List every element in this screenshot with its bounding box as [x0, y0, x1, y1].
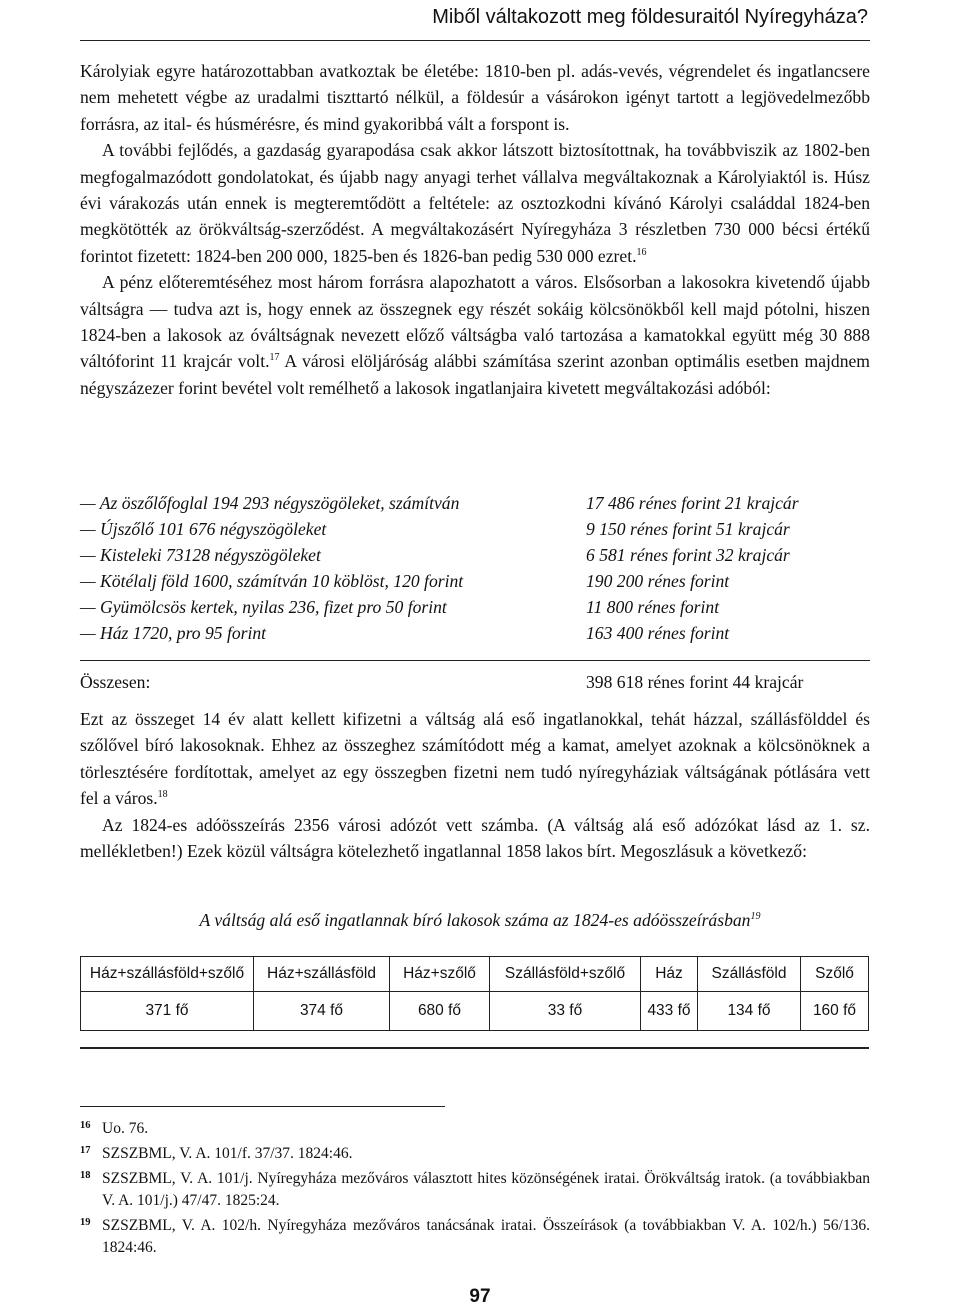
ledger-item: — Ház 1720, pro 95 forint: [80, 623, 267, 643]
ledger-row: [80, 594, 870, 620]
ledger-row: [80, 542, 870, 568]
paragraph-2: [80, 137, 870, 269]
footnote-ref-16[interactable]: 16: [636, 246, 647, 258]
body-text-continued: [80, 706, 870, 864]
table-cell: 33 fő: [490, 992, 641, 1031]
table-caption-text: A váltság alá eső ingatlannak bíró lakosok száma az 1824-es adóösszeírásban: [199, 910, 751, 930]
ledger-item: — Az öszőlőfoglal 194 293 négyszögöleket, számítván: [80, 493, 460, 513]
table-bottom-rule: [80, 1047, 869, 1049]
header-rule: [80, 40, 870, 41]
ledger-row: [80, 568, 870, 594]
paragraph-3-text-b: A városi elöljáróság alábbi számítása szerint azonban optimális esetben majdnem négyszázezer forint bevétel volt remélhető a lakosok ingatlanjaira kivetett megváltakozási adóból:: [80, 351, 870, 398]
ledger-total-row: [80, 669, 870, 695]
table-cell: 160 fő: [801, 992, 869, 1031]
footnote-ref-19[interactable]: 19: [750, 911, 761, 923]
ledger-total-label: Összesen:: [80, 672, 151, 692]
ledger-item: — Kötélalj föld 1600, számítván 10 köblöst, 120 forint: [80, 571, 464, 591]
ledger-amount: 9 150 rénes forint 51 krajcár: [586, 519, 790, 539]
table-header-cell: Szállásföld: [698, 957, 801, 992]
paragraph-1: Károlyiak egyre határozottabban avatkoztak be életébe: 1810-ben pl. adás-vevés, végrendelet és ingatlancsere nem mehetett végbe az uradalmi tiszttartó nélkül, a földesúr a vásárokon igényt tartott a legjövedelmezőbb forrásra, az ital- és húsmérésre, és mind gyakoribbá vált a forspont is.: [80, 61, 870, 134]
footnote-number: 19: [80, 1217, 91, 1228]
table-header-cell: Ház: [641, 957, 698, 992]
footnote: [80, 1215, 870, 1259]
paragraph-3-text-a: A pénz előteremtéséhez most három forrásra alapozhatott a város. Elsősorban a lakosokra kivetendő újabb váltságra — tudva azt is, hogy ennek az összegnek egy részét sokáig kölcsönökből kell majd pótolni, hiszen 1824-ben a lakosok az óváltságnak nevezett előző váltságba való tartozása a kamatokkal együtt még 30 888 váltóforint 11 krajcár volt.: [80, 272, 870, 372]
paragraph-2-text: A további fejlődés, a gazdaság gyarapodása csak akkor látszott biztosítottnak, ha továbbviszik az 1802-ben megfogalmazódott gondolatokat, és újabb nagy anyagi terhet vállalva megváltakoznak a Károlyiaktól is. Húsz évi várakozás után ennek is megteremtődött a feltétele: az osztozkodni kívánó Károlyi családdal 1824-ben megkötötték az örökváltság-szerződést. A megváltakozásért Nyíregyháza 3 részletben 730 000 bécsi értékű forintot fizetett: 1824-ben 200 000, 1825-ben és 1826-ban pedig 530 000 ezret.: [80, 140, 870, 266]
table-caption: [0, 910, 960, 931]
ledger-item: — Gyümölcsös kertek, nyilas 236, fizet pro 50 forint: [80, 597, 447, 617]
table-cell: 134 fő: [698, 992, 801, 1031]
footnote-text: SZSZBML, V. A. 102/h. Nyíregyháza mezőváros tanácsának iratai. Összeírások (a továbbiakban V. A. 102/h.) 56/136. 1824:46.: [102, 1217, 870, 1256]
table-header-cell: Ház+szőlő: [390, 957, 490, 992]
running-head-title: Miből váltakozott meg földesuraitól Nyíregyháza?: [432, 6, 868, 28]
table-header-cell: Ház+szállásföld+szőlő: [81, 957, 254, 992]
ledger-row: [80, 490, 870, 516]
table-header-cell: Szállásföld+szőlő: [490, 957, 641, 992]
ledger-amount: 190 200 rénes forint: [586, 571, 730, 591]
table-header-row: [81, 957, 869, 992]
ledger-row: [80, 516, 870, 542]
footnote-number: 18: [80, 1170, 91, 1181]
ledger-row: [80, 620, 870, 646]
body-text: [80, 58, 870, 401]
table-cell: 374 fő: [254, 992, 390, 1031]
paragraph-3: [80, 269, 870, 401]
footnote-text: SZSZBML, V. A. 101/j. Nyíregyháza mezőváros választott hites közönségének iratai. Örökváltság iratok. (a továbbiakban V. A. 101/j.) 47/47. 1825:24.: [102, 1170, 870, 1209]
table-header-cell: Szőlő: [801, 957, 869, 992]
paragraph-4: [80, 706, 870, 812]
ledger-item: — Kisteleki 73128 négyszögöleket: [80, 545, 321, 565]
footnote-separator: [80, 1106, 445, 1107]
redemption-ledger: [80, 490, 870, 695]
table-cell: 680 fő: [390, 992, 490, 1031]
footnote-ref-18[interactable]: 18: [157, 789, 168, 801]
footnote: [80, 1118, 870, 1140]
table-row: [81, 992, 869, 1031]
ledger-amount: 17 486 rénes forint 21 krajcár: [586, 493, 799, 513]
footnote: [80, 1143, 870, 1165]
table-header-cell: Ház+szállásföld: [254, 957, 390, 992]
paragraph-4-text: Ezt az összeget 14 év alatt kellett kifizetni a váltság alá eső ingatlanokkal, tehát házzal, szállásfölddel és szőlővel bíró lakosoknak. Ehhez az összeghez számítódott még a kamat, amelyet azoknak a kölcsönöknek a törlesztésére fordítottak, amelyet az egy összegben fizetni nem tudó nyíregyháziak váltságának pótlására vett fel a város.: [80, 709, 870, 809]
page-number: 97: [469, 1286, 491, 1307]
footnote: [80, 1168, 870, 1212]
footnote-ref-17[interactable]: 17: [269, 352, 280, 364]
footnote-text: SZSZBML, V. A. 101/f. 37/37. 1824:46.: [102, 1145, 353, 1162]
footnotes: [80, 1118, 870, 1262]
footnote-number: 17: [80, 1145, 91, 1156]
table-cell: 371 fő: [81, 992, 254, 1031]
footnote-number: 16: [80, 1120, 91, 1131]
ledger-amount: 6 581 rénes forint 32 krajcár: [586, 545, 790, 565]
ledger-total-value: 398 618 rénes forint 44 krajcár: [586, 672, 804, 692]
landholders-table: [80, 956, 869, 1031]
footnote-text: Uo. 76.: [102, 1120, 149, 1137]
ledger-amount: 163 400 rénes forint: [586, 623, 730, 643]
table-cell: 433 fő: [641, 992, 698, 1031]
ledger-item: — Újszőlő 101 676 négyszögöleket: [80, 519, 327, 539]
ledger-sum-rule: [80, 660, 870, 661]
ledger-amount: 11 800 rénes forint: [586, 597, 720, 617]
paragraph-5: Az 1824-es adóösszeírás 2356 városi adózót vett számba. (A váltság alá eső adózókat lásd az 1. sz. mellékletben!) Ezek közül váltságra kötelezhető ingatlannal 1858 lakos bírt. Megoszlásuk a következő:: [80, 814, 870, 862]
